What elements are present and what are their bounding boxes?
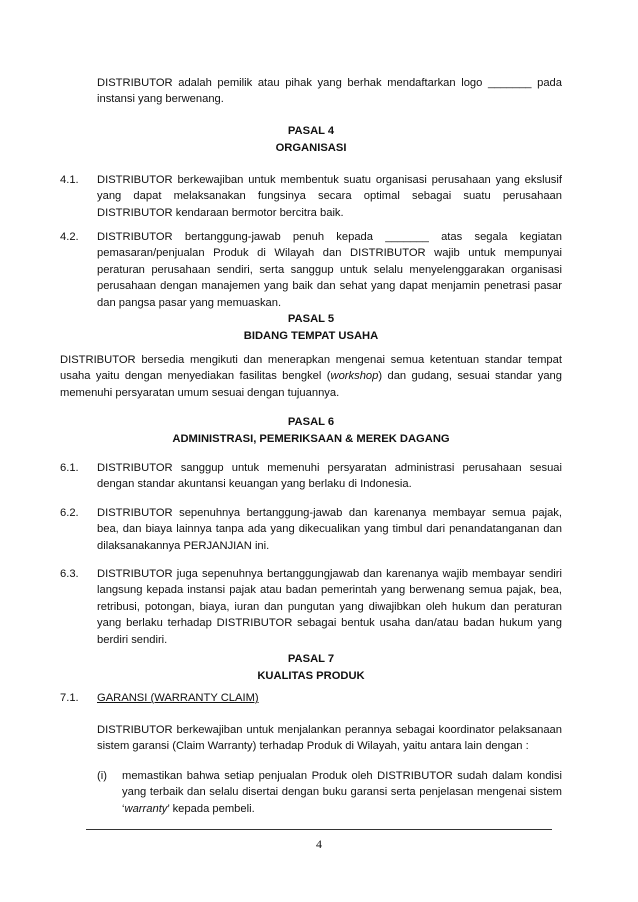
page-number: 4 — [316, 837, 322, 851]
point-i-text — [122, 768, 562, 817]
pasal-6-number: PASAL 6 — [287, 416, 335, 428]
pasal-7-number: PASAL 7 — [287, 653, 335, 665]
pasal-5-text-italic: workshop — [330, 370, 379, 383]
footer-rule — [86, 829, 552, 830]
item-number: 4.2. — [60, 231, 79, 243]
pasal-5-number: PASAL 5 — [287, 313, 335, 325]
pasal-5-text-end: ) dan gudang, sesuai standar yang memenuhi persyaratan umum sesuai dengan tujuannya. — [60, 370, 563, 399]
clause-7-1-title: GARANSI (WARRANTY CLAIM) — [97, 692, 259, 704]
pasal-5-text-start: DISTRIBUTOR bersedia mengikuti dan menerapkan mengenai semua ketentuan standar tempat usaha yaitu dengan menyediakan fasilitas bengkel ( — [60, 354, 562, 383]
pasal-7-title: KUALITAS PRODUK — [257, 670, 365, 682]
point-i-end: ’ kepada pembeli. — [167, 802, 255, 815]
pasal-5-title: BIDANG TEMPAT USAHA — [243, 330, 379, 342]
pasal-5-paragraph — [60, 352, 562, 401]
clause-4-1: DISTRIBUTOR berkewajiban untuk membentuk suatu organisasi perusahaan yang ekslusif yang dapat melaksanakan fungsinya secara optimal sebagai suatu perusahaan DISTRIBUTOR kendaraan bermotor bercitra baik. — [97, 174, 562, 219]
point-i-italic: warranty — [124, 802, 168, 815]
item-number: 4.1. — [60, 174, 79, 186]
point-i-start: memastikan bahwa setiap penjualan Produk oleh DISTRIBUTOR sudah dalam kondisi yang terbaik dan selalu disertai dengan buku garansi serta penjelasan mengenai sistem ‘ — [122, 770, 562, 815]
item-number: 7.1. — [60, 692, 79, 704]
item-number: 6.3. — [60, 568, 79, 580]
clause-6-3: DISTRIBUTOR juga sepenuhnya bertanggungjawab dan karenanya wajib membayar sendiri langsung kepada instansi pajak atau badan pemerintah yang berwenang semua pajak, bea, retribusi, potongan, biaya, iuran dan pungutan yang diwajibkan oleh hukum dan peraturan yang berlaku terhadap DISTRIBUTOR sebagai bentuk usaha dan/atau badan hukum yang berdiri sendiri. — [97, 568, 562, 646]
clause-7-1-paragraph: DISTRIBUTOR berkewajiban untuk menjalankan perannya sebagai koordinator pelaksanaan sistem garansi (Claim Warranty) terhadap Produk di Wilayah, yaitu antara lain dengan : — [97, 724, 562, 753]
intro-paragraph: DISTRIBUTOR adalah pemilik atau pihak yang berhak mendaftarkan logo _______ pada instansi yang berwenang. — [97, 77, 562, 106]
clause-4-2: DISTRIBUTOR bertanggung-jawab penuh kepada _______ atas segala kegiatan pemasaran/penjualan Produk di Wilayah dan DISTRIBUTOR wajib untuk mempunyai peraturan perusahaan sendiri, serta sanggup untuk selalu menyelenggarakan organisasi perusahaan dengan manajemen yang baik dan sehat yang dapat menjamin penetrasi pasar dan pangsa pasar yang memuaskan. — [97, 231, 562, 309]
point-number: (i) — [97, 770, 107, 782]
clause-6-1: DISTRIBUTOR sanggup untuk memenuhi persyaratan administrasi perusahaan sesuai dengan standar akuntansi keuangan yang berlaku di Indonesia. — [97, 462, 562, 491]
pasal-6-title: ADMINISTRASI, PEMERIKSAAN & MEREK DAGANG — [172, 433, 450, 445]
item-number: 6.1. — [60, 462, 79, 474]
item-number: 6.2. — [60, 507, 79, 519]
pasal-4-number: PASAL 4 — [287, 125, 335, 137]
pasal-4-title: ORGANISASI — [275, 142, 347, 154]
clause-6-2: DISTRIBUTOR sepenuhnya bertanggung-jawab dan karenanya membayar semua pajak, bea, dan biaya lainnya tanpa ada yang dikecualikan yang timbul dari penandatanganan dan dilaksanakannya PERJANJIAN ini. — [97, 507, 562, 552]
